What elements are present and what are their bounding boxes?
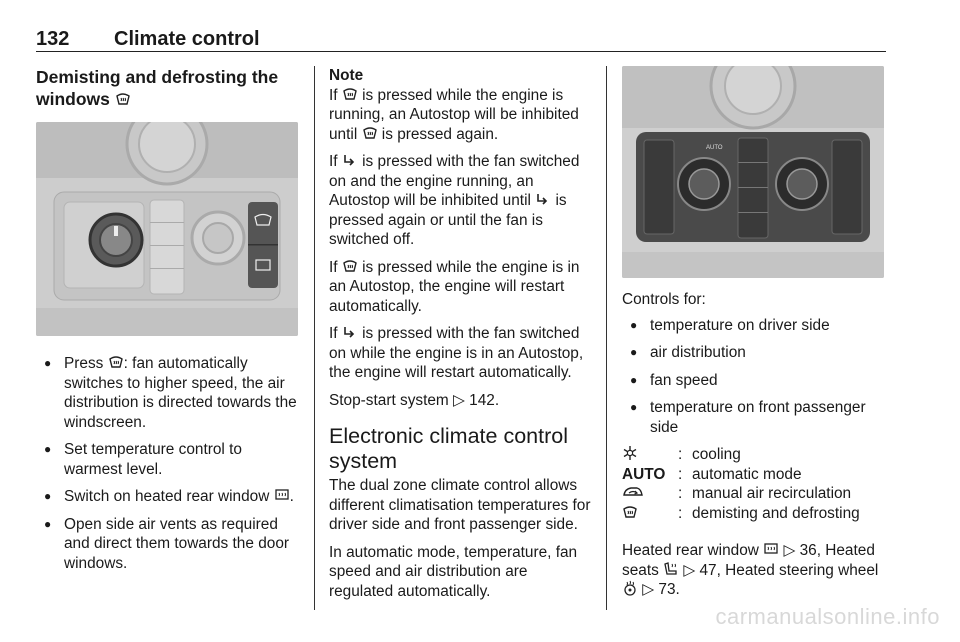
list-item: ● Open side air vents as required and direct them towards the door windows. [36, 515, 300, 574]
cooling-icon [622, 445, 638, 461]
body-paragraph: The dual zone climate control allows different climatisation temperatures for driver side and front passenger side. [329, 477, 591, 533]
heated-steering-wheel-icon [622, 580, 638, 596]
list-item: ● Switch on heated rear window . [36, 487, 300, 507]
air-distribution-icon [342, 324, 358, 340]
legend-key: AUTO [622, 465, 666, 483]
watermark: carmanualsonline.info [715, 604, 940, 629]
note-paragraph: If is pressed with the fan switched on and the engine running, an Autostop will be inhibited until is pressed again or until the fan is switched off. [329, 153, 580, 248]
legend-value: demisting and defrosting [692, 504, 860, 522]
page-number: 132 [36, 28, 70, 50]
symbol-legend [622, 445, 886, 523]
legend-row: : demisting and defrosting [622, 504, 886, 524]
page-ref-arrow-icon: ▷ [783, 542, 796, 559]
note-paragraph: If is pressed with the fan switched on while the engine is in an Autostop, the engine will restart automatically. [329, 325, 584, 381]
note-paragraph: If is pressed while the engine is running, an Autostop will be inhibited until is pressed again. [329, 86, 579, 143]
column-divider [314, 66, 315, 610]
list-item: ● temperature on front passenger side [622, 398, 886, 437]
list-item: ● temperature on driver side [622, 316, 886, 336]
body-paragraph: In automatic mode, temperature, fan speed and air distribution are regulated automatically. [329, 543, 578, 600]
instruction-list [36, 354, 300, 573]
windscreen-defrost-icon [108, 354, 124, 370]
air-distribution-icon [342, 152, 358, 168]
list-item: ● Set temperature control to warmest level. [36, 440, 300, 479]
page-ref-arrow-icon: ▷ [683, 561, 696, 579]
page-ref-arrow-icon: ▷ [453, 391, 465, 409]
legend-value: cooling [692, 446, 741, 463]
rear-window-heater-icon [274, 487, 290, 503]
column-right [622, 66, 886, 600]
windscreen-defrost-icon [622, 504, 638, 520]
legend-row: : cooling [622, 445, 886, 465]
air-distribution-icon [535, 191, 551, 207]
rear-window-heater-icon [763, 541, 779, 557]
controls-list [622, 316, 886, 438]
climate-panel-figure [622, 66, 884, 278]
windscreen-defrost-icon [115, 91, 131, 107]
chapter-title: Climate control [114, 28, 260, 50]
panel-auto-label: AUTO [706, 145, 723, 151]
column-divider [606, 66, 607, 610]
windscreen-defrost-icon [342, 258, 358, 274]
section-heading: Electronic climate control system [329, 424, 568, 473]
legend-row: AUTO : automatic mode [622, 465, 886, 485]
recirculation-icon [622, 484, 644, 500]
windscreen-defrost-icon [362, 125, 378, 141]
legend-value: manual air recirculation [692, 485, 852, 502]
windscreen-defrost-icon [342, 86, 358, 102]
cross-reference: Stop-start system ▷ 142. [329, 391, 500, 409]
legend-row: : manual air recirculation [622, 484, 886, 504]
page-header [36, 26, 886, 52]
list-item: ● air distribution [622, 343, 886, 363]
list-item: ● fan speed [622, 371, 886, 391]
cross-references: Heated rear window ▷ 36, Heated seats ▷ 47, Heated steering wheel ▷ 73. [622, 542, 879, 598]
list-item: ● Press : fan automatically switches to higher speed, the air distribution is directed towards the windscreen. [36, 354, 300, 432]
legend-value: automatic mode [692, 465, 802, 483]
column-middle [329, 66, 593, 601]
section-title: Demisting and defrosting the windows [36, 67, 279, 109]
note-paragraph: If is pressed while the engine is in an Autostop, the engine will restart automatically. [329, 258, 580, 315]
controls-intro: Controls for: [622, 291, 706, 308]
page-ref-arrow-icon: ▷ [642, 581, 655, 598]
heated-seat-icon [663, 561, 679, 577]
climate-panel-figure-small [36, 122, 298, 336]
note-label: Note [329, 67, 364, 84]
column-left [36, 66, 300, 581]
